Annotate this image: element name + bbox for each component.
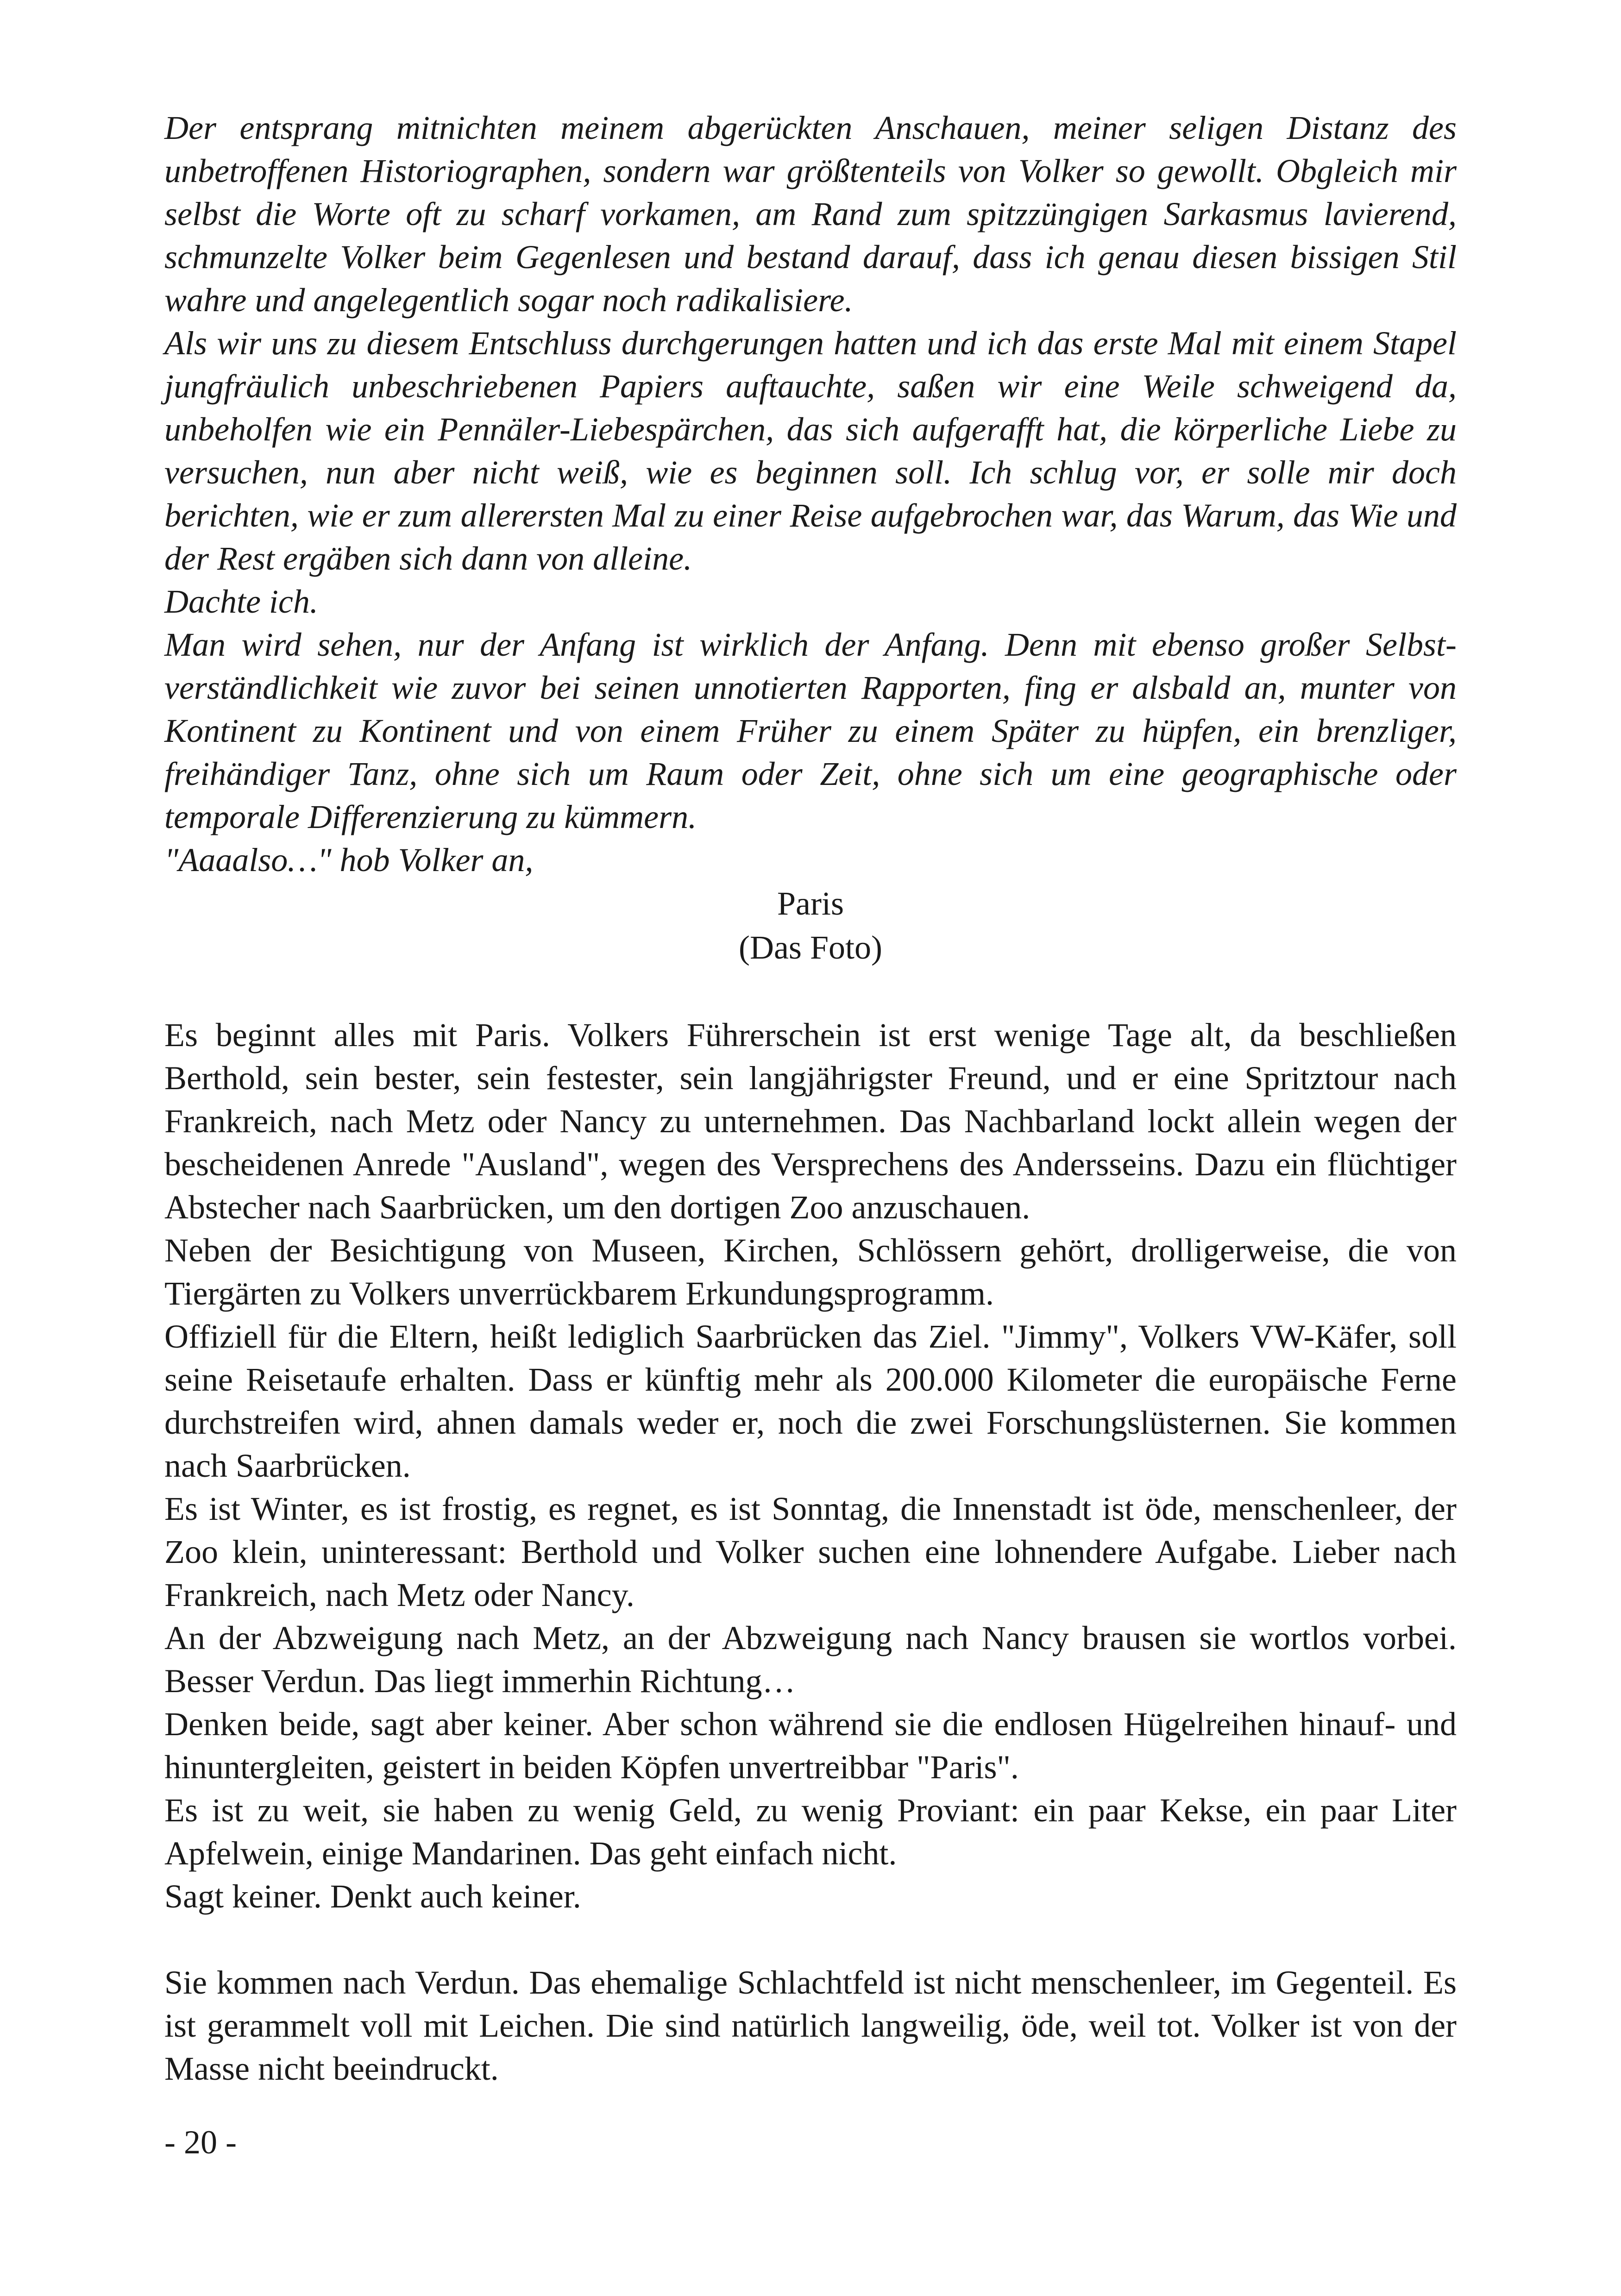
body-section (164, 1014, 1457, 2090)
intro-paragraph: "Aaaalso…" hob Volker an, (164, 841, 534, 878)
body-paragraph: Es ist Winter, es ist frostig, es regnet, es ist Sonntag, die Innenstadt ist öde, menschenleer, der Zoo klein, uninteressant: Berthold und Volker suchen eine lohnendere Aufgabe. Lieber nach Frankreich, nach Metz oder Nancy. (164, 1490, 1457, 1613)
body-paragraph: Es ist zu weit, sie haben zu wenig Geld, zu wenig Proviant: ein paar Kekse, ein paar Liter Apfelwein, einige Mandarinen. Das geht einfach nicht. (164, 1792, 1457, 1872)
intro-paragraph: Der entsprang mitnichten meinem abgerückten Anschauen, meiner seligen Distanz des unbetroffenen Historiographen, sondern war größtenteils von Volker so gewollt. Obgleich mir selbst die Worte oft zu scharf vorkamen, am Rand zum spitzzüngigen Sarkasmus lavierend, schmunzelte Volker beim Gegenlesen und bestand darauf, dass ich genau diesen bissigen Stil wahre und angelegentlich sogar noch radikalisiere. (164, 109, 1457, 319)
chapter-subtitle: (Das Foto) (739, 929, 882, 966)
document-page (164, 107, 1457, 2090)
body-paragraph: Denken beide, sagt aber keiner. Aber schon während sie die endlosen Hügelreihen hinauf- und hinuntergleiten, geistert in beiden Köpfen unvertreibbar "Paris". (164, 1706, 1457, 1786)
intro-paragraph: Man wird sehen, nur der Anfang ist wirklich der Anfang. Denn mit ebenso großer Selbstverständlichkeit wie zuvor bei seinen unnotierten Rapporten, fing er alsbald an, munter von Kontinent zu Kontinent und von einem Früher zu einem Später zu hüpfen, ein brenzliger, freihändiger Tanz, ohne sich um Raum oder Zeit, ohne sich um eine geographische oder temporale Differenzierung zu kümmern. (164, 626, 1457, 835)
body-paragraph: Neben der Besichtigung von Museen, Kirchen, Schlössern gehört, drolligerweise, die von Tiergärten zu Volkers unverrückbarem Erkundungsprogramm. (164, 1232, 1457, 1312)
chapter-title: Paris (777, 885, 844, 922)
body-paragraph: Es beginnt alles mit Paris. Volkers Führerschein ist erst wenige Tage alt, da beschließen Berthold, sein bester, sein festester, sein langjährigster Freund, und er eine Spritztour nach Frankreich, nach Metz oder Nancy zu unternehmen. Das Nachbarland lockt allein wegen der bescheidenen Anrede "Ausland", wegen des Versprechens des Andersseins. Dazu ein flüchtiger Abstecher nach Saarbrücken, um den dortigen Zoo anzuschauen. (164, 1016, 1457, 1226)
intro-paragraph: Als wir uns zu diesem Entschluss durchgerungen hatten und ich das erste Mal mit einem Stapel jungfräulich unbeschriebenen Papiers auftauchte, saßen wir eine Weile schweigend da, unbeholfen wie ein Pennäler-Liebespärchen, das sich aufgerafft hat, die körperliche Liebe zu versuchen, nun aber nicht weiß, wie es beginnen soll. Ich schlug vor, er solle mir doch berichten, wie er zum allerersten Mal zu einer Reise aufgebrochen war, das Warum, das Wie und der Rest ergäben sich dann von alleine. (164, 325, 1457, 577)
intro-paragraph: Dachte ich. (164, 583, 318, 620)
body-paragraph: Offiziell für die Eltern, heißt lediglich Saarbrücken das Ziel. "Jimmy", Volkers VW-Käfer, soll seine Reisetaufe erhalten. Dass er künftig mehr als 200.000 Kilometer die europäische Ferne durchstreifen wird, ahnen damals weder er, noch die zwei Forschungslüsternen. Sie kommen nach Saarbrücken. (164, 1318, 1457, 1484)
body-paragraph: Sagt keiner. Denkt auch keiner. (164, 1878, 581, 1915)
intro-section (164, 107, 1457, 882)
body-paragraph: Sie kommen nach Verdun. Das ehemalige Schlachtfeld ist nicht menschenleer, im Gegenteil. Es ist gerammelt voll mit Leichen. Die sind natürlich langweilig, öde, weil tot. Volker ist von der Masse nicht beeindruckt. (164, 1964, 1457, 2087)
chapter-heading (164, 882, 1457, 970)
page-number: - 20 - (164, 2124, 237, 2161)
body-paragraph: An der Abzweigung nach Metz, an der Abzweigung nach Nancy brausen sie wortlos vorbei. Besser Verdun. Das liegt immerhin Richtung… (164, 1619, 1457, 1700)
